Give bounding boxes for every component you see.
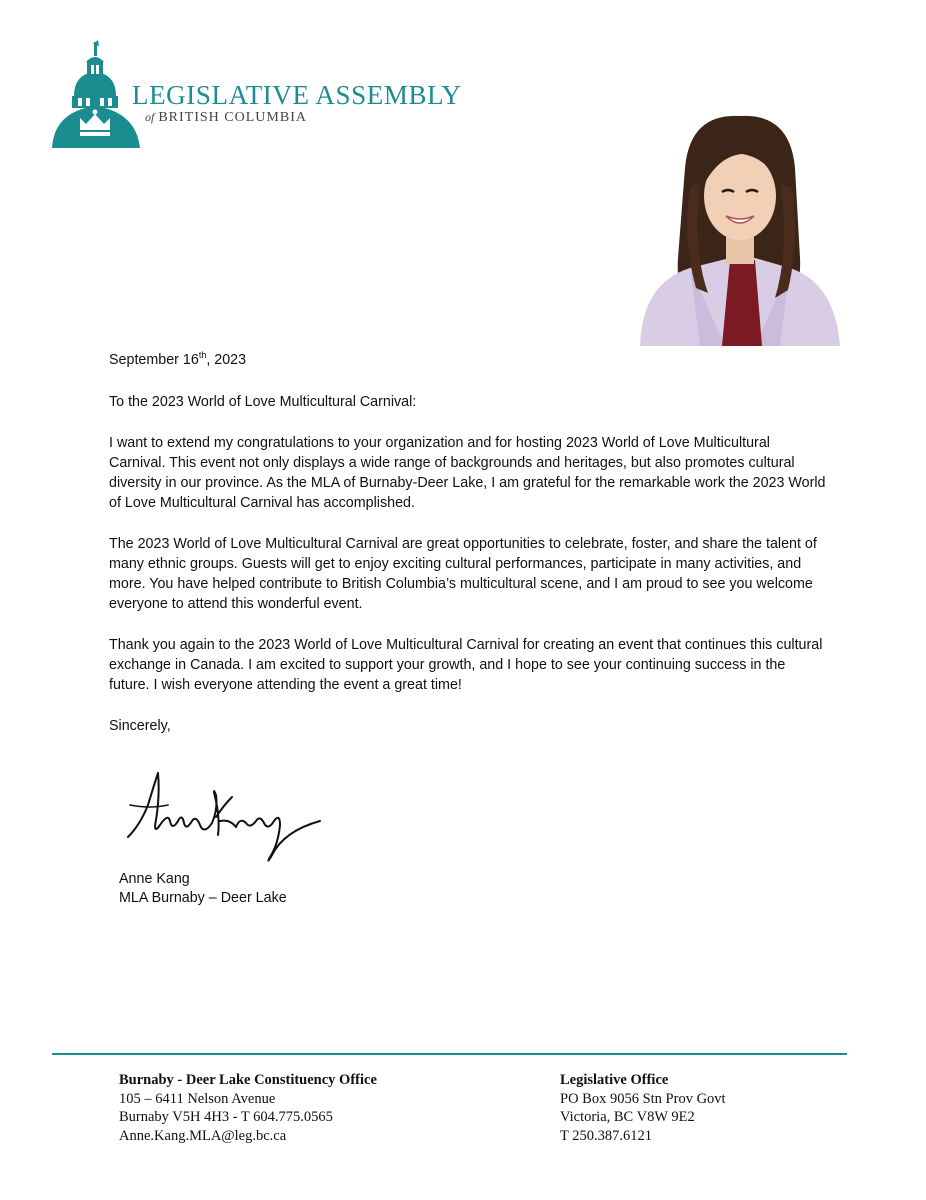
constituency-office-email[interactable]: Anne.Kang.MLA@leg.bc.ca [119, 1127, 287, 1144]
signer-title: MLA Burnaby – Deer Lake [119, 890, 287, 906]
org-subtitle [145, 110, 307, 126]
handwritten-signature [120, 765, 340, 875]
legislative-assembly-logo [50, 40, 490, 150]
org-subtitle-of: of [145, 110, 155, 124]
legislative-office-po-box: PO Box 9056 Stn Prov Govt [560, 1090, 726, 1107]
portrait-photo [630, 108, 845, 346]
footer-divider [52, 1053, 847, 1055]
constituency-office-address: 105 – 6411 Nelson Avenue [119, 1090, 276, 1107]
constituency-office-block [119, 1071, 377, 1145]
org-name: LEGISLATIVE ASSEMBLY [132, 80, 462, 110]
letter-paragraph-2: The 2023 World of Love Multicultural Carnival are great opportunities to celebrate, foster, and share the talent of many ethnic groups. Guests will get to enjoy exciting cultural performances, participate in many activities, and more. You have helped contribute to British Columbia’s multicultural scene, and I am proud to see you welcome everyone to attend this wonderful event. [109, 535, 817, 612]
constituency-office-city-phone: Burnaby V5H 4H3 - T 604.775.0565 [119, 1109, 333, 1125]
constituency-office-name: Burnaby - Deer Lake Constituency Office [119, 1072, 377, 1088]
org-subtitle-name: BRITISH COLUMBIA [158, 110, 307, 125]
legislative-office-phone: T 250.387.6121 [560, 1127, 652, 1144]
parliament-dome-icon [50, 40, 145, 148]
legislative-office-city: Victoria, BC V8W 9E2 [560, 1109, 695, 1125]
letter-paragraph-1: I want to extend my congratulations to your organization and for hosting 2023 World of Love Multicultural Carnival. This event not only displays a wide range of backgrounds and heritages, but also promotes cultural diversity in our province. As the MLA of Burnaby-Deer Lake, I am grateful for the remarkable work the 2023 World of Love Multicultural Carnival has accomplished. [109, 434, 826, 511]
letter-greeting: To the 2023 World of Love Multicultural Carnival: [109, 393, 417, 410]
legislative-office-block [560, 1071, 726, 1145]
legislative-office-name: Legislative Office [560, 1072, 669, 1088]
letter-body [109, 345, 829, 736]
signer-block [119, 870, 287, 908]
letter-paragraph-3: Thank you again to the 2023 World of Love Multicultural Carnival for creating an event that continues this cultural exchange in Canada. I am excited to support your growth, and I hope to see your continuing success in the future. I wish everyone attending the event a great time! [109, 636, 823, 693]
letter-closing: Sincerely, [109, 717, 171, 734]
letter-date: September 16th, 2023 [109, 350, 247, 368]
signer-name: Anne Kang [119, 871, 190, 887]
